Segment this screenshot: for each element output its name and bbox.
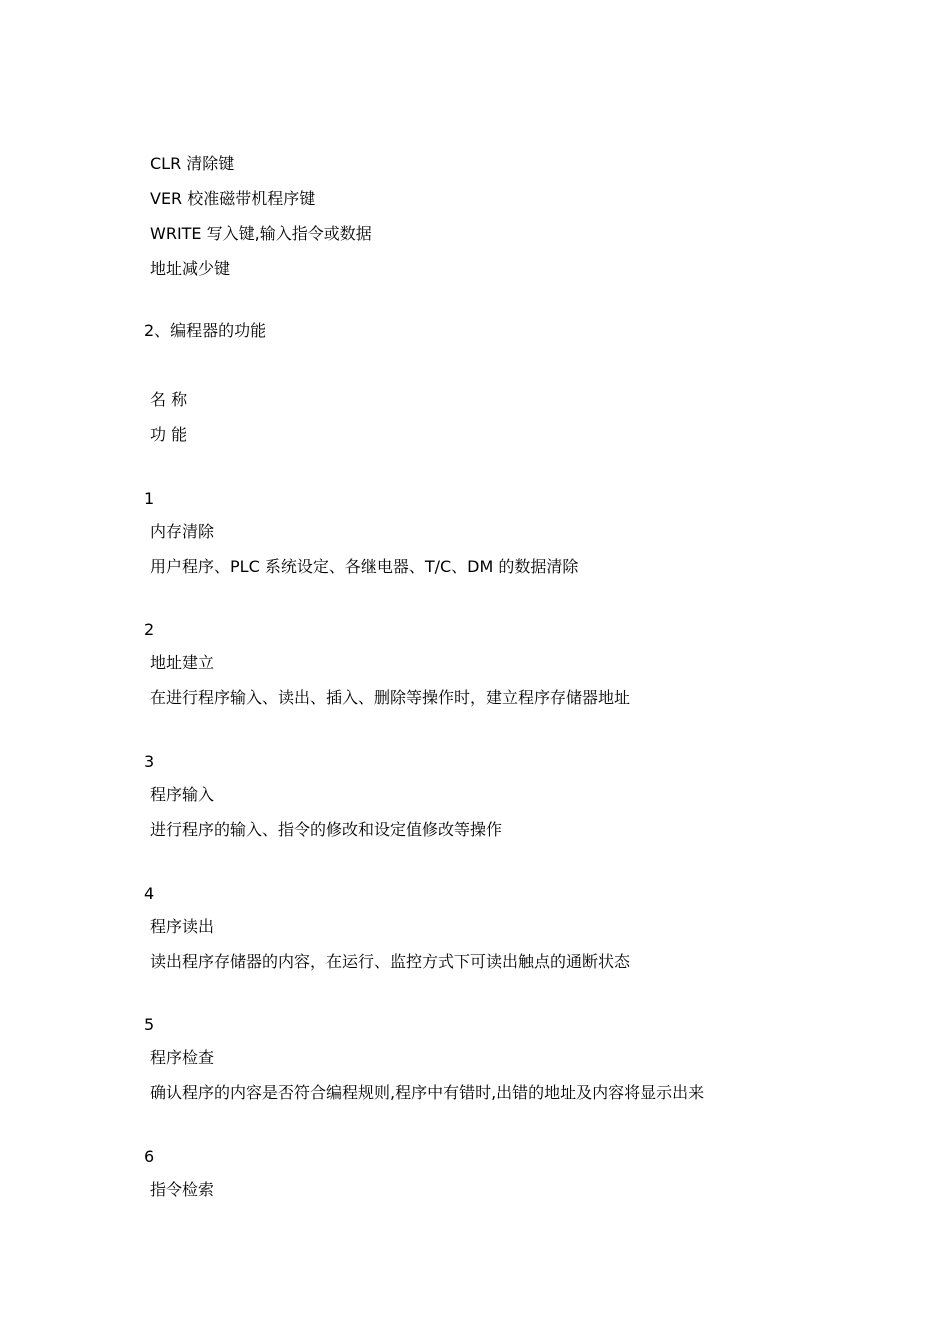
- table-row-number: 6: [144, 1147, 155, 1166]
- table-row-function: 读出程序存储器的内容，在运行、监控方式下可读出触点的通断状态: [150, 952, 631, 971]
- key-item-write: WRITE 写入键,输入指令或数据: [150, 224, 372, 243]
- table-row-name: 程序检查: [150, 1048, 215, 1067]
- section-heading: 2、编程器的功能: [144, 321, 267, 340]
- table-row-name: 地址建立: [150, 653, 215, 672]
- table-row-function: 在进行程序输入、读出、插入、删除等操作时，建立程序存储器地址: [150, 688, 631, 707]
- table-row-number: 2: [144, 620, 155, 639]
- table-row-function: 用户程序、PLC 系统设定、各继电器、T/C、DM 的数据清除: [150, 557, 579, 576]
- table-row-number: 1: [144, 489, 155, 508]
- key-item-clr: CLR 清除键: [150, 154, 235, 173]
- table-row-name: 指令检索: [150, 1180, 215, 1199]
- table-row-name: 内存清除: [150, 522, 215, 541]
- table-header-name: 名 称: [150, 390, 188, 409]
- key-item-address-decrease: 地址减少键: [150, 259, 231, 278]
- table-header-function: 功 能: [150, 425, 188, 444]
- table-row-name: 程序读出: [150, 917, 215, 936]
- table-row-number: 4: [144, 884, 155, 903]
- table-row-name: 程序输入: [150, 785, 215, 804]
- table-row-function: 进行程序的输入、指令的修改和设定值修改等操作: [150, 820, 503, 839]
- key-item-ver: VER 校准磁带机程序键: [150, 189, 316, 208]
- table-row-number: 5: [144, 1015, 155, 1034]
- table-row-function: 确认程序的内容是否符合编程规则,程序中有错时,出错的地址及内容将显示出来: [150, 1083, 705, 1102]
- table-row-number: 3: [144, 752, 155, 771]
